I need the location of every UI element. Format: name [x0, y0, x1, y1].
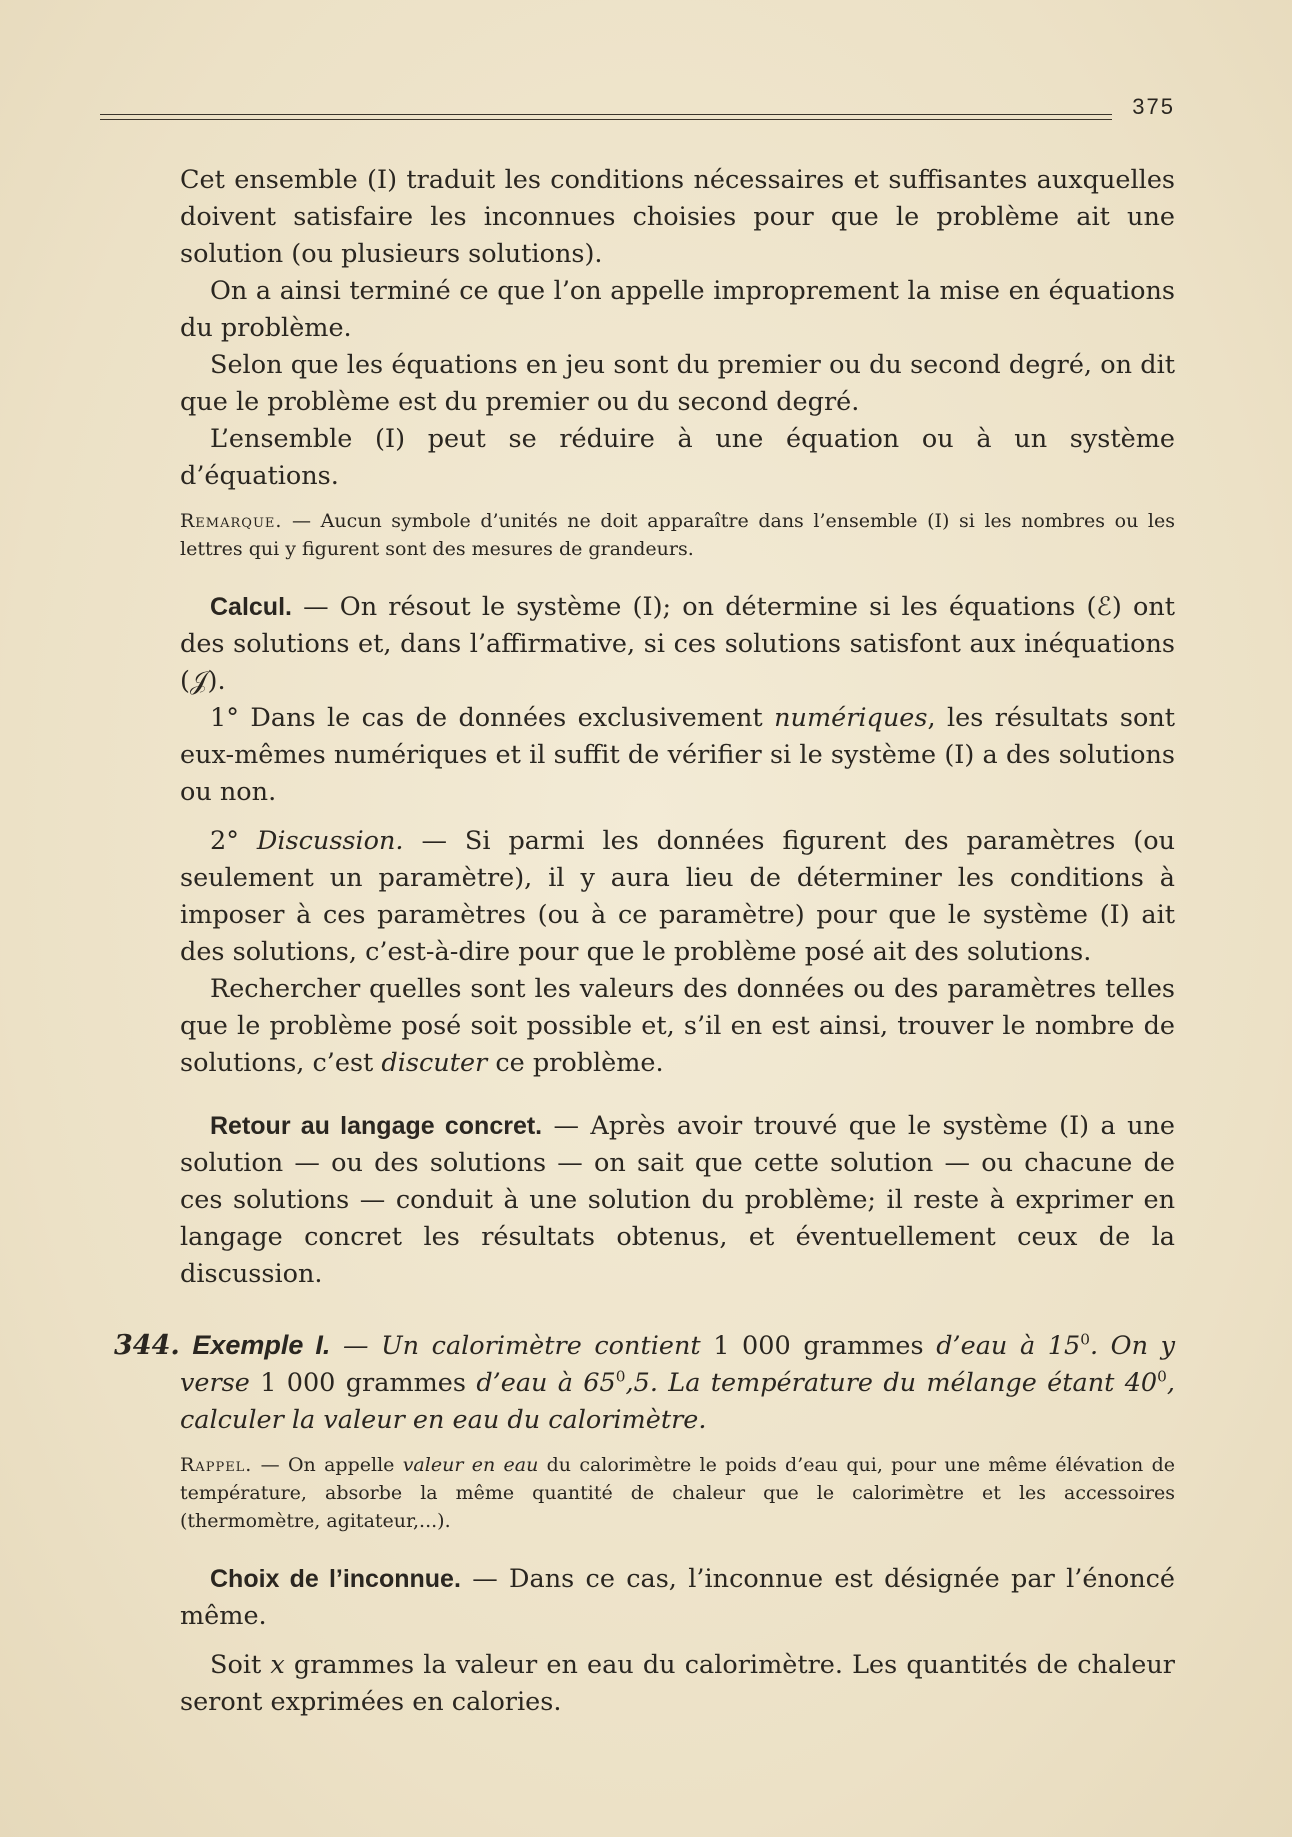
item-discussion: [180, 823, 1175, 971]
exemple-quantity-1: 1 000 grammes: [713, 1331, 937, 1361]
item1-rest: , les résultats sont eux-mêmes numériques et il suffit de vérifier si le système (I) a des solutions ou non.: [180, 703, 1176, 807]
header-rule-bottom: [100, 119, 1112, 120]
exemple-number: 344.: [114, 1330, 180, 1361]
rappel-label: Rappel.: [180, 1454, 253, 1476]
remarque-text: — Aucun symbole d’unités ne doit apparaître dans l’ensemble (I) si les nombres ou les lettres qui y figurent sont des mesures de grandeurs.: [180, 510, 1175, 560]
exemple-title: Exemple I.: [192, 1330, 331, 1360]
rechercher-lead: Rechercher quelles sont les valeurs des données ou des paramètres telles que le problème posé soit possible et, s’il en est ainsi, trouver le nombre de solutions, c’est: [180, 974, 1175, 1078]
item1-lead: 1° Dans le cas de données exclusivement: [210, 703, 775, 733]
rappel-text-2: du calorimètre le poids d’eau qui, pour une même élévation de température, absorbe la même quantité de chaleur que le calorimètre et les accessoires (thermomètre, agitateur,...).: [180, 1454, 1175, 1532]
page-body: [114, 162, 1176, 1721]
retour-text: — Après avoir trouvé que le système (I) a une solution — ou des solutions — on sait que cette solution — ou chacune de ces solutions — conduit à une solution du problème; il reste à exprimer en langage concret les résultats obtenus, et éventuellement ceux de la discussion.: [180, 1111, 1176, 1289]
rappel-emphasis: valeur en eau: [402, 1454, 539, 1476]
choix-heading: Choix de l’inconnue.: [210, 1565, 461, 1593]
exemple-degree-1: 0: [1080, 1330, 1090, 1349]
choix-text: — Dans ce cas, l’inconnue est désignée par l’énoncé même.: [180, 1564, 1176, 1631]
rappel-note: [180, 1451, 1175, 1535]
rechercher-rest: ce problème.: [487, 1048, 664, 1078]
exemple-text-6: , calculer la valeur en eau du calorimètre.: [180, 1368, 1175, 1435]
calcul-text: — On résout le système (I); on détermine si les équations (ℰ) ont des solutions et, dans l’affirmative, si ces solutions satisfont aux inéquations (𝒥).: [180, 592, 1175, 696]
retour-heading: Retour au langage concret.: [210, 1112, 543, 1140]
exemple-degree-2: 0: [615, 1367, 626, 1386]
exemple-statement: [114, 1327, 1175, 1439]
header-rule-top: [100, 114, 1112, 115]
remarque-note: [180, 507, 1175, 563]
exemple-quantity-2: 1 000 grammes: [260, 1368, 477, 1398]
discussion-label: Discussion.: [256, 826, 404, 856]
item2-text: — Si parmi les données figurent des paramètres (ou seulement un paramètre), il y aura lieu de déterminer les conditions à imposer à ces paramètres (ou à ce paramètre) pour que le système (I) ait des solutions, c’est-à-dire pour que le problème posé ait des solutions.: [180, 826, 1175, 967]
soit-lead: Soit: [210, 1650, 271, 1680]
exemple-text-5: ,5. La température du mélange étant 40: [625, 1368, 1158, 1398]
rappel-text-1: — On appelle: [252, 1454, 403, 1476]
exemple-text-3: . On y verse: [180, 1331, 1175, 1398]
item1-emphasis: numériques: [774, 703, 928, 733]
choix-section: [180, 1561, 1175, 1635]
paragraph-reduction: L’ensemble (I) peut se réduire à une équation ou à un système d’équations.: [180, 424, 1175, 491]
page-header: [100, 92, 1175, 132]
rechercher-emphasis: discuter: [381, 1048, 488, 1078]
soit-variable: x: [270, 1650, 285, 1680]
calcul-section: [180, 589, 1175, 700]
item-numeriques: [180, 700, 1175, 811]
exemple-text-1: — Un calorimètre contient: [330, 1331, 714, 1361]
remarque-label: Remarque.: [180, 510, 283, 532]
exemple-text-4: d’eau à 65: [476, 1368, 616, 1398]
paragraph-ensemble: Cet ensemble (I) traduit les conditions nécessaires et suffisantes auxquelles doivent satisfaire les inconnues choisies pour que le problème ait une solution (ou plusieurs solutions).: [180, 165, 1175, 269]
paragraph-rechercher: [180, 971, 1175, 1082]
paragraph-degre: Selon que les équations en jeu sont du premier ou du second degré, on dit que le problème est du premier ou du second degré.: [180, 350, 1175, 417]
paragraph-mise-en-equations: On a ainsi terminé ce que l’on appelle improprement la mise en équations du problème.: [180, 276, 1175, 343]
item2-lead: 2°: [210, 826, 257, 856]
soit-rest: grammes la valeur en eau du calorimètre. Les quantités de chaleur seront exprimées en calories.: [180, 1650, 1175, 1717]
exemple-text-2: d’eau à 15: [936, 1331, 1081, 1361]
retour-section: [180, 1108, 1175, 1293]
page-number: 375: [1132, 94, 1175, 119]
exemple-degree-3: 0: [1157, 1367, 1167, 1386]
paragraph-soit: [180, 1647, 1175, 1721]
calcul-heading: Calcul.: [210, 593, 292, 621]
